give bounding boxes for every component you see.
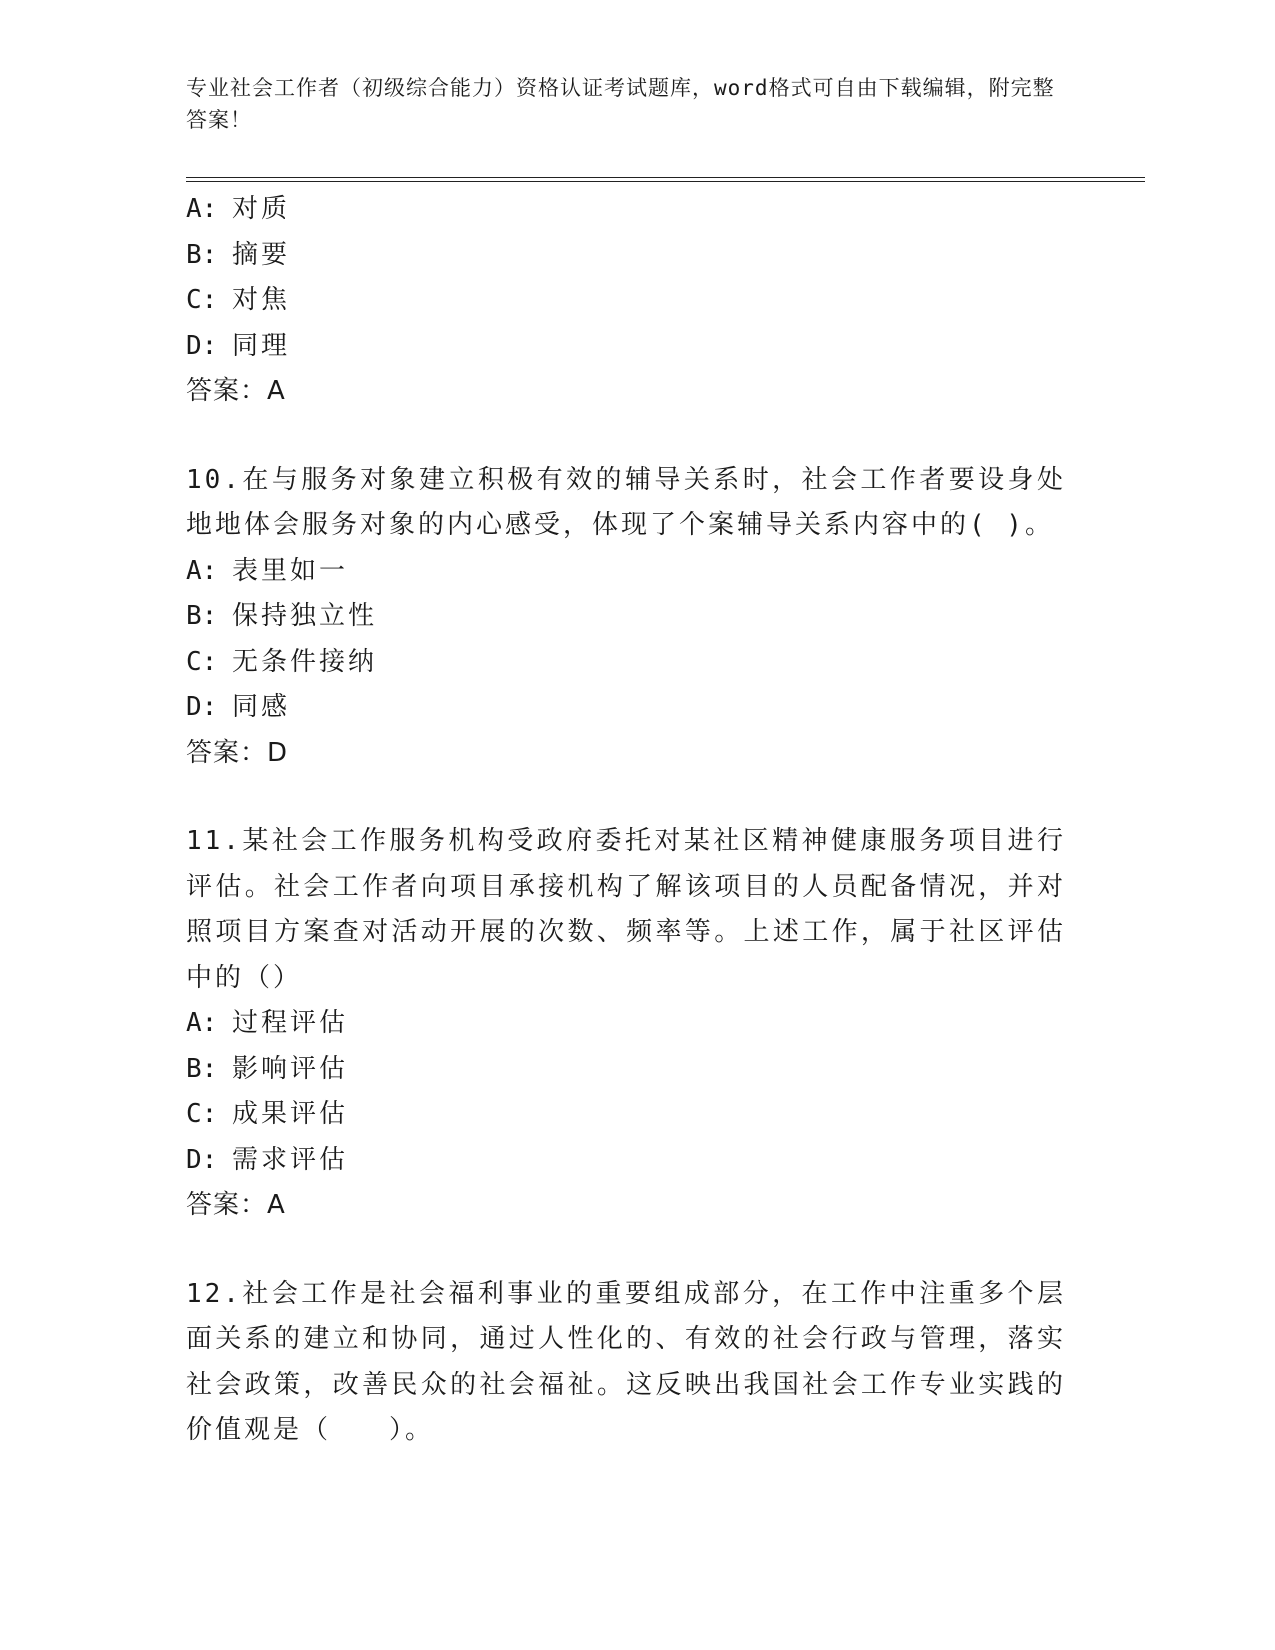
- option-c: [186, 1092, 1066, 1138]
- option-text: 对质: [232, 194, 291, 224]
- question-block-9: [186, 187, 1066, 415]
- option-d: [186, 324, 1066, 370]
- option-letter: A:: [186, 194, 218, 224]
- option-text: 保持独立性: [232, 601, 378, 631]
- option-a: [186, 549, 1066, 595]
- option-c: [186, 278, 1066, 324]
- option-text: 无条件接纳: [232, 646, 378, 677]
- option-text: 需求评估: [232, 1144, 349, 1175]
- option-text: 同感: [232, 692, 291, 722]
- option-letter: A:: [186, 1008, 218, 1038]
- question-block-12: [186, 1272, 1066, 1454]
- option-letter: B:: [186, 601, 218, 631]
- option-letter: D:: [186, 692, 218, 722]
- header-divider-top: [186, 177, 1145, 178]
- option-letter: D:: [186, 1144, 218, 1175]
- question-block-11: [186, 819, 1066, 1229]
- option-b: [186, 594, 1066, 640]
- header-divider-bottom: [186, 181, 1145, 182]
- option-c: [186, 640, 1066, 686]
- option-text: 表里如一: [232, 555, 349, 586]
- option-letter: A:: [186, 555, 218, 586]
- question-text: 11.某社会工作服务机构受政府委托对某社区精神健康服务项目进行评估。社会工作者向项目承接机构了解该项目的人员配备情况，并对照项目方案查对活动开展的次数、频率等。上述工作，属于社区评估中的（）: [186, 826, 1066, 993]
- question-list: [186, 187, 1066, 1454]
- option-a: [186, 187, 1066, 233]
- question-text: 10.在与服务对象建立积极有效的辅导关系时，社会工作者要设身处地地体会服务对象的内心感受，体现了个案辅导关系内容中的( )。: [186, 464, 1066, 540]
- answer-line: 答案：D: [186, 737, 289, 768]
- option-letter: D:: [186, 330, 218, 361]
- option-letter: C:: [186, 1099, 218, 1129]
- option-text: 成果评估: [232, 1099, 349, 1129]
- option-text: 影响评估: [232, 1053, 349, 1084]
- answer-line: 答案：A: [186, 1190, 286, 1220]
- document-header: 专业社会工作者（初级综合能力）资格认证考试题库，word格式可自由下载编辑，附完整答案！: [186, 76, 1055, 132]
- option-a: [186, 1001, 1066, 1047]
- option-text: 摘要: [232, 239, 291, 270]
- option-letter: C:: [186, 646, 218, 677]
- question-block-10: [186, 458, 1066, 777]
- option-d: [186, 1138, 1066, 1184]
- option-letter: B:: [186, 1053, 218, 1084]
- option-letter: B:: [186, 239, 218, 270]
- option-text: 同理: [232, 330, 291, 361]
- answer-line: 答案：A: [186, 376, 286, 406]
- option-b: [186, 1047, 1066, 1093]
- option-text: 过程评估: [232, 1008, 349, 1038]
- option-d: [186, 685, 1066, 731]
- option-text: 对焦: [232, 285, 291, 315]
- option-letter: C:: [186, 285, 218, 315]
- question-text: 12.社会工作是社会福利事业的重要组成部分，在工作中注重多个层面关系的建立和协同，通过人性化的、有效的社会行政与管理，落实社会政策，改善民众的社会福祉。这反映出我国社会工作专业实践的价值观是（ ）。: [186, 1278, 1066, 1445]
- option-b: [186, 233, 1066, 279]
